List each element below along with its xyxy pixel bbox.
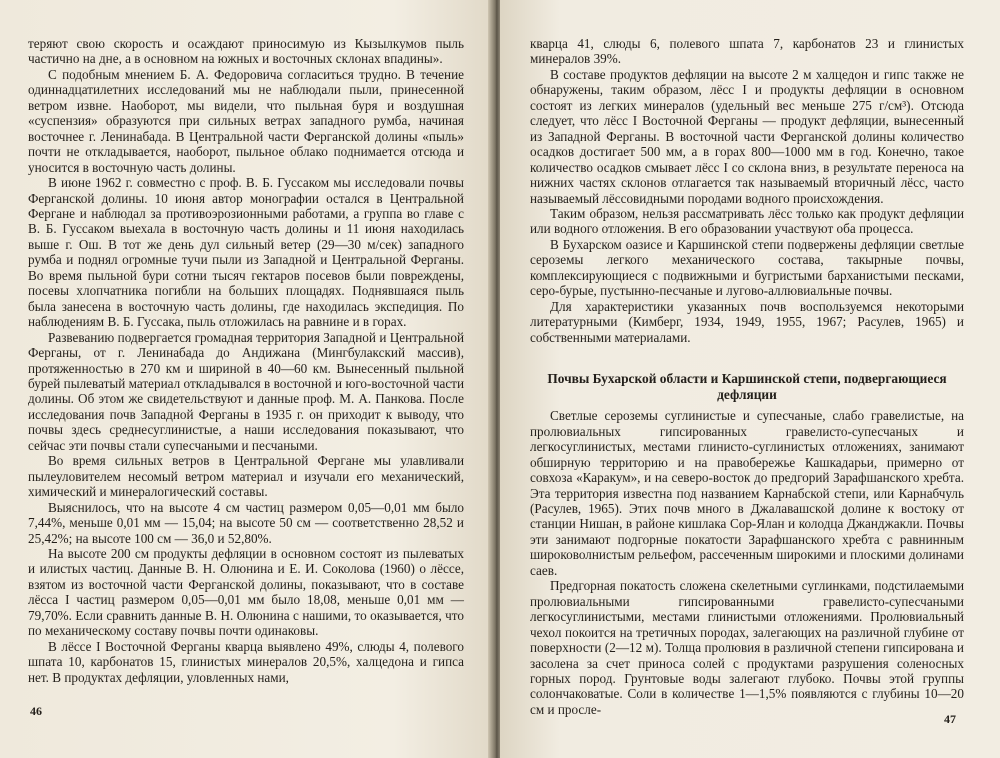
paragraph: Светлые сероземы суглинистые и супесчаные, слабо гравелистые, на пролювиальных гипсированных гравелисто-супесчаных и легкосуглинистых, местами глинисто-суглинистых отложениях, занимают обширную территорию и на правобережье Кашкадарьи, примерно от совхоза «Каракум», и на северо-восток до предгорий Зарафшанского хребта. Эта территория известна под названием Карнабской степи, или Карнабчуль (Расулев, 1965). Этих почв много в Джалавашской долине к востоку от станции Нишан, в районе кишлака Сор-Ялан и колодца Джанджакли. Почвы эти занимают подгорные покатости Зарафшанского хребта с равнинным широковолнистым рельефом, рассеченным широкими и плоскими долинами саев.: [530, 408, 964, 578]
paragraph: В составе продуктов дефляции на высоте 2 м халцедон и гипс также не обнаружены, таким образом, лёсс I и продукты дефляции в основном состоят из легких минералов (удельный вес меньше 275 г/см³). Отсюда следует, что лёсс I Восточной Ферганы — продукт дефляции, вынесенный из Западной Ферганы. В восточной части Ферганской долины количество осадков достигает 500 мм, а в горах 800—1000 мм в год. Конечно, такое количество осадков смывает лёсс I со склона вниз, в результате переноса на нижних частях склонов отлагается так называемый вторичный лёсс, часто называемый лёссовидными породами водного происхождения.: [530, 66, 964, 206]
paragraph: С подобным мнением Б. А. Федоровича согласиться трудно. В течение одиннадцатилетних исследований мы не наблюдали пыли, принесенной ветром извне. Наоборот, мы видели, что пыльная буря и воздушная «суспензия» образуются при сильных ветрах западного румба, начиная восточнее г. Ленинабада. В Центральной части Ферганской долины «пыль» почти не откладывается, наоборот, пыльное облако поднимается отсюда и уносится в восточную часть долины.: [28, 66, 464, 175]
right-page: [500, 0, 1000, 758]
paragraph: Для характеристики указанных почв воспользуемся некоторыми литературными (Кимберг, 1934, 1949, 1955, 1967; Расулев, 1965) и собственными материалами.: [530, 298, 964, 345]
page-number: 46: [30, 704, 42, 718]
paragraph: В лёссе I Восточной Ферганы кварца выявлено 49%, слюды 4, полевого шпата 10, карбонатов 15, глинистых минералов 20,5%, халцедона и гипса нет. В продуктах дефляции, уловленных нами,: [28, 638, 464, 685]
paragraph: Развеванию подвергается громадная территория Западной и Центральной Ферганы, от г. Ленинабада до Андижана (Мингбулакский массив), протяженностью в 270 км и шириной в 40—60 км. Вынесенный пыльной бурей пылеватый материал откладывался в восточной и юго-восточной части долины. Об этом же свидетельствуют и данные проф. М. А. Панкова. После исследования почв Западной Ферганы в 1935 г. он приходит к выводу, что почвы здесь среднесуглинистые, а наши исследования показывают, что сейчас эти почвы стали супесчаными и песчаными.: [28, 329, 464, 453]
paragraph: Таким образом, нельзя рассматривать лёсс только как продукт дефляции или водного отложения. В его образовании участвуют оба процесса.: [530, 205, 964, 237]
right-page-text: [530, 36, 964, 717]
left-page-text: [28, 36, 464, 685]
page-number: 47: [944, 712, 956, 726]
section-heading: Почвы Бухарской области и Каршинской степи, подвергающиеся дефляции: [547, 371, 947, 402]
paragraph: В июне 1962 г. совместно с проф. В. Б. Гуссаком мы исследовали почвы Ферганской долины. 10 июня автор монографии остался в Центральной Фергане и наблюдал за противоэрозионными работами, а группа во главе с В. Б. Гуссаком выехала в восточную часть долины и 11 июня находилась выше г. Ош. В тот же день дул сильный ветер (29—30 м/сек) западного румба и поднял огромные тучи пыли из Западной и Центральной Ферганы. Во время пыльной бури сотни тысяч гектаров посевов были повреждены, посевы хлопчатника погибли на больших площадях. Поднявшаяся пыль была занесена в восточную часть долины, где находилась экспедиция. По наблюдениям В. Б. Гуссака, пыль отложилась на равнине и в горах.: [28, 175, 464, 330]
paragraph: В Бухарском оазисе и Каршинской степи подвержены дефляции светлые сероземы легкого механического состава, такырные почвы, комплексирующиеся с подвижными и бугристыми барханистыми песками, серо-бурые, пустынно-песчаные и лугово-аллювиальные почвы.: [530, 236, 964, 299]
paragraph: На высоте 200 см продукты дефляции в основном состоят из пылеватых и илистых частиц. Данные В. Н. Олюнина и Е. И. Соколова (1960) о лёссе, взятом из восточной части Ферганской долины, показывают, что в составе лёсса I частиц размером 0,05—0,01 мм было 18,08, меньше 0,01 мм — 79,70%. Если сравнить данные В. Н. Олюнина с нашими, то оказывается, что по механическому составу почвы почти одинаковы.: [28, 545, 464, 639]
paragraph: кварца 41, слюды 6, полевого шпата 7, карбонатов 23 и глинистых минералов 39%.: [530, 36, 964, 67]
left-page: [0, 0, 492, 758]
paragraph: Во время сильных ветров в Центральной Фергане мы улавливали пылеуловителем несомый ветром материал и изучали его механический, химический и минералогический составы.: [28, 453, 464, 500]
paragraph: Выяснилось, что на высоте 4 см частиц размером 0,05—0,01 мм было 7,44%, меньше 0,01 мм — 15,04; на высоте 50 см — соответственно 28,52 и 25,42%; на высоте 100 см — 36,0 и 52,80%.: [28, 499, 464, 546]
paragraph: Предгорная покатость сложена скелетными суглинками, подстилаемыми пролювиальными гипсированными гравелисто-супесчаными легкосуглинистыми, местами глинистыми отложениями. Пролювиальный чехол покоится на третичных породах, залегающих на различной глубине от поверхности (2—12 м). Толща пролювия в различной степени гипсирована и засолена за счет приноса солей с продуктами разрушения соленосных горных пород. Грунтовые воды залегают глубоко. Почвы этой группы солончаковатые. Соли в количестве 1—1,5% появляются с глубины 10—20 см и просле-: [530, 578, 964, 717]
paragraph: теряют свою скорость и осаждают приносимую из Кызылкумов пыль частично на дне, а в основном на южных и восточных склонах впадины».: [28, 36, 464, 67]
